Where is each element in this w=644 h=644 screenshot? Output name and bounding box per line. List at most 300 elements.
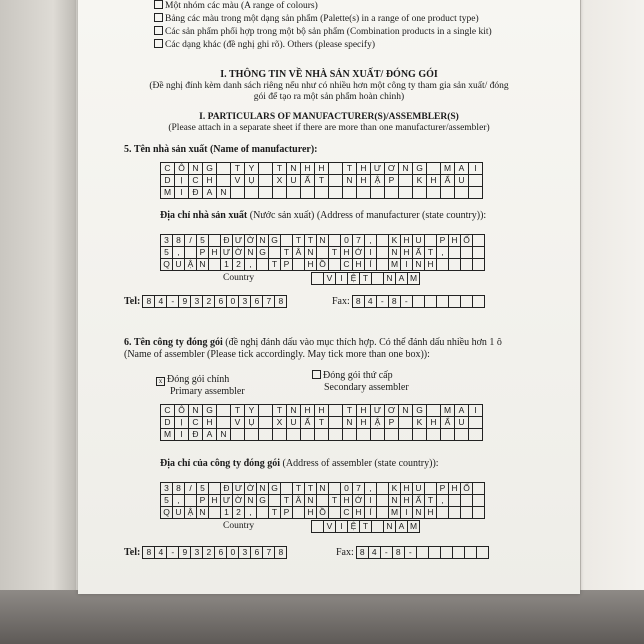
char-box[interactable]: /	[185, 235, 197, 247]
char-box[interactable]: C	[189, 175, 203, 187]
char-box[interactable]: P	[385, 417, 399, 429]
char-box[interactable]	[427, 429, 441, 441]
char-box[interactable]: H	[401, 495, 413, 507]
char-box[interactable]: M	[408, 273, 420, 285]
char-box[interactable]: H	[301, 163, 315, 175]
char-box[interactable]	[269, 495, 281, 507]
char-box[interactable]: Í	[365, 259, 377, 271]
assembler-address-grid[interactable]	[160, 482, 485, 519]
char-box[interactable]	[428, 547, 440, 559]
char-box[interactable]: N	[217, 429, 231, 441]
char-box[interactable]	[413, 187, 427, 199]
char-box[interactable]: /	[185, 483, 197, 495]
char-box[interactable]: G	[203, 163, 217, 175]
char-box[interactable]	[473, 507, 485, 519]
char-box[interactable]: U	[413, 483, 425, 495]
char-box[interactable]: 9	[179, 296, 191, 308]
char-box[interactable]: A	[455, 405, 469, 417]
char-box[interactable]: 7	[353, 235, 365, 247]
char-box[interactable]: T	[231, 163, 245, 175]
char-box[interactable]	[281, 483, 293, 495]
char-box[interactable]: 8	[275, 547, 287, 559]
char-box[interactable]: Ậ	[185, 507, 197, 519]
option-palette[interactable]: Bảng các màu trong một dạng sản phẩm (Palette(s) in a range of one product type)	[154, 13, 479, 24]
char-box[interactable]: 8	[356, 547, 368, 559]
char-box[interactable]	[287, 187, 301, 199]
char-box[interactable]	[469, 175, 483, 187]
char-box[interactable]: N	[305, 495, 317, 507]
char-box[interactable]: M	[389, 507, 401, 519]
char-box[interactable]: G	[413, 163, 427, 175]
char-box[interactable]: 4	[155, 296, 167, 308]
char-box[interactable]: 3	[239, 296, 251, 308]
char-box[interactable]	[217, 405, 231, 417]
char-box[interactable]: G	[269, 235, 281, 247]
char-box[interactable]	[473, 483, 485, 495]
char-box[interactable]	[217, 163, 231, 175]
char-box[interactable]	[293, 507, 305, 519]
char-box[interactable]: Â	[293, 247, 305, 259]
secondary-assembler-option[interactable]: Đóng gói thứ cấp	[312, 370, 393, 381]
char-box[interactable]: Ệ	[348, 273, 360, 285]
char-box[interactable]: M	[441, 405, 455, 417]
char-box[interactable]: P	[437, 483, 449, 495]
char-box[interactable]: 3	[191, 296, 203, 308]
char-box[interactable]	[476, 547, 488, 559]
char-box[interactable]: Ẩ	[441, 417, 455, 429]
char-box[interactable]: H	[209, 247, 221, 259]
char-box[interactable]	[209, 235, 221, 247]
char-box[interactable]: D	[161, 417, 175, 429]
char-box[interactable]	[385, 429, 399, 441]
char-box[interactable]: P	[385, 175, 399, 187]
char-box[interactable]	[315, 429, 329, 441]
char-box[interactable]	[329, 187, 343, 199]
char-box[interactable]: M	[389, 259, 401, 271]
char-box[interactable]: H	[401, 247, 413, 259]
char-box[interactable]: Ậ	[371, 417, 385, 429]
char-box[interactable]: 5	[197, 235, 209, 247]
char-box[interactable]: 2	[203, 296, 215, 308]
char-box[interactable]: N	[389, 247, 401, 259]
char-box[interactable]: T	[305, 235, 317, 247]
char-box[interactable]: 7	[353, 483, 365, 495]
char-box[interactable]	[473, 235, 485, 247]
char-box[interactable]: ,	[173, 247, 185, 259]
char-box[interactable]: H	[357, 405, 371, 417]
char-box[interactable]: Ư	[233, 235, 245, 247]
char-box[interactable]: H	[353, 259, 365, 271]
char-box[interactable]: V	[231, 417, 245, 429]
char-box[interactable]: H	[357, 163, 371, 175]
char-box[interactable]: K	[413, 417, 427, 429]
char-box[interactable]: T	[293, 235, 305, 247]
char-box[interactable]: U	[455, 417, 469, 429]
char-box[interactable]: N	[305, 247, 317, 259]
char-box[interactable]: N	[189, 405, 203, 417]
char-box[interactable]: Ờ	[245, 483, 257, 495]
char-box[interactable]	[469, 187, 483, 199]
char-box[interactable]	[440, 547, 452, 559]
char-box[interactable]	[460, 296, 472, 308]
char-box[interactable]: Ơ	[385, 163, 399, 175]
char-box[interactable]: N	[384, 273, 396, 285]
char-box[interactable]: T	[273, 163, 287, 175]
char-box[interactable]: 4	[368, 547, 380, 559]
char-box[interactable]: 2	[233, 507, 245, 519]
char-box[interactable]: K	[413, 175, 427, 187]
char-box[interactable]: T	[329, 247, 341, 259]
char-box[interactable]	[464, 547, 476, 559]
char-box[interactable]: Ô	[175, 163, 189, 175]
char-box[interactable]: 8	[352, 296, 364, 308]
char-box[interactable]: M	[441, 163, 455, 175]
char-box[interactable]: Ồ	[317, 507, 329, 519]
char-box[interactable]: Ậ	[185, 259, 197, 271]
char-box[interactable]: N	[245, 495, 257, 507]
char-box[interactable]: H	[341, 495, 353, 507]
checkbox-icon[interactable]	[154, 26, 163, 35]
char-box[interactable]: U	[173, 507, 185, 519]
char-box[interactable]: 4	[155, 547, 167, 559]
char-box[interactable]	[257, 507, 269, 519]
char-box[interactable]: Ơ	[385, 405, 399, 417]
char-box[interactable]	[273, 429, 287, 441]
char-box[interactable]: Ớ	[353, 247, 365, 259]
char-box[interactable]	[424, 296, 436, 308]
char-box[interactable]	[448, 296, 460, 308]
char-box[interactable]: 7	[263, 296, 275, 308]
char-box[interactable]: 3	[161, 235, 173, 247]
char-box[interactable]	[357, 187, 371, 199]
char-box[interactable]	[441, 187, 455, 199]
char-box[interactable]: Ẩ	[441, 175, 455, 187]
char-box[interactable]	[273, 187, 287, 199]
char-box[interactable]	[329, 259, 341, 271]
char-box[interactable]	[259, 163, 273, 175]
char-box[interactable]: Ấ	[301, 417, 315, 429]
char-box[interactable]	[399, 187, 413, 199]
checkbox-icon[interactable]	[154, 39, 163, 48]
char-box[interactable]: 3	[239, 547, 251, 559]
char-box[interactable]: H	[425, 259, 437, 271]
char-box[interactable]: ,	[365, 235, 377, 247]
char-box[interactable]: N	[343, 417, 357, 429]
char-box[interactable]: 5	[161, 495, 173, 507]
char-box[interactable]: U	[173, 259, 185, 271]
char-box[interactable]	[217, 417, 231, 429]
char-box[interactable]	[293, 259, 305, 271]
char-box[interactable]: N	[399, 405, 413, 417]
char-box[interactable]	[413, 429, 427, 441]
char-box[interactable]: Ị	[175, 175, 189, 187]
char-box[interactable]: T	[281, 495, 293, 507]
option-others[interactable]: Các dạng khác (đề nghị ghi rõ). Others (please specify)	[154, 39, 375, 50]
char-box[interactable]	[427, 163, 441, 175]
char-box[interactable]: Ư	[371, 163, 385, 175]
char-box[interactable]	[301, 187, 315, 199]
char-box[interactable]	[281, 235, 293, 247]
char-box[interactable]	[427, 405, 441, 417]
char-box[interactable]: N	[287, 405, 301, 417]
manufacturer-name-grid[interactable]	[160, 162, 483, 199]
char-box[interactable]	[377, 495, 389, 507]
char-box[interactable]: U	[287, 417, 301, 429]
char-box[interactable]: N	[217, 187, 231, 199]
char-box[interactable]	[312, 273, 324, 285]
char-box[interactable]	[245, 429, 259, 441]
char-box[interactable]: 3	[191, 547, 203, 559]
char-box[interactable]: H	[209, 495, 221, 507]
char-box[interactable]: N	[287, 163, 301, 175]
char-box[interactable]	[425, 235, 437, 247]
char-box[interactable]	[461, 495, 473, 507]
checkbox-icon[interactable]	[312, 370, 321, 379]
char-box[interactable]: 9	[179, 547, 191, 559]
char-box[interactable]: P	[437, 235, 449, 247]
char-box[interactable]: T	[305, 483, 317, 495]
char-box[interactable]: G	[413, 405, 427, 417]
char-box[interactable]: T	[273, 405, 287, 417]
char-box[interactable]: N	[245, 247, 257, 259]
char-box[interactable]: V	[324, 273, 336, 285]
char-box[interactable]: I	[401, 507, 413, 519]
char-box[interactable]: N	[413, 507, 425, 519]
char-box[interactable]: 0	[227, 547, 239, 559]
char-box[interactable]: 7	[263, 547, 275, 559]
char-box[interactable]: 5	[197, 483, 209, 495]
char-box[interactable]: H	[305, 507, 317, 519]
char-box[interactable]: I	[365, 495, 377, 507]
char-box[interactable]: K	[389, 483, 401, 495]
char-box[interactable]	[315, 187, 329, 199]
char-box[interactable]	[372, 521, 384, 533]
assembler-name-grid[interactable]	[160, 404, 483, 441]
char-box[interactable]: Ụ	[245, 417, 259, 429]
char-box[interactable]	[259, 187, 273, 199]
char-box[interactable]: 0	[341, 483, 353, 495]
char-box[interactable]	[461, 259, 473, 271]
char-box[interactable]: H	[449, 235, 461, 247]
char-box[interactable]: H	[353, 507, 365, 519]
char-box[interactable]: Ô	[175, 405, 189, 417]
char-box[interactable]	[455, 187, 469, 199]
char-box[interactable]: H	[357, 417, 371, 429]
assembler-fax-grid[interactable]	[356, 546, 489, 559]
char-box[interactable]: I	[336, 521, 348, 533]
char-box[interactable]: G	[257, 495, 269, 507]
char-box[interactable]: Ố	[461, 483, 473, 495]
char-box[interactable]: A	[203, 187, 217, 199]
char-box[interactable]	[399, 429, 413, 441]
char-box[interactable]	[317, 495, 329, 507]
char-box[interactable]: U	[455, 175, 469, 187]
char-box[interactable]	[425, 483, 437, 495]
char-box[interactable]	[436, 296, 448, 308]
char-box[interactable]: 2	[203, 547, 215, 559]
char-box[interactable]: H	[449, 483, 461, 495]
char-box[interactable]	[449, 495, 461, 507]
char-box[interactable]: P	[281, 259, 293, 271]
char-box[interactable]: Đ	[221, 483, 233, 495]
char-box[interactable]	[269, 247, 281, 259]
char-box[interactable]	[329, 405, 343, 417]
char-box[interactable]: V	[324, 521, 336, 533]
char-box[interactable]: H	[427, 417, 441, 429]
char-box[interactable]: Q	[161, 507, 173, 519]
char-box[interactable]	[329, 175, 343, 187]
char-box[interactable]: A	[455, 163, 469, 175]
char-box[interactable]: K	[389, 235, 401, 247]
char-box[interactable]: H	[401, 235, 413, 247]
char-box[interactable]: H	[401, 483, 413, 495]
char-box[interactable]: T	[293, 483, 305, 495]
char-box[interactable]	[437, 507, 449, 519]
char-box[interactable]: X	[273, 175, 287, 187]
char-box[interactable]: Đ	[221, 235, 233, 247]
char-box[interactable]: Ị	[175, 417, 189, 429]
char-box[interactable]: I	[175, 429, 189, 441]
char-box[interactable]: N	[317, 483, 329, 495]
char-box[interactable]: C	[341, 259, 353, 271]
char-box[interactable]: M	[161, 187, 175, 199]
char-box[interactable]	[461, 247, 473, 259]
char-box[interactable]: M	[161, 429, 175, 441]
char-box[interactable]: Ờ	[245, 235, 257, 247]
assembler-fax-field[interactable]: Fax: 8 4 - 8 -	[336, 546, 489, 559]
char-box[interactable]	[449, 247, 461, 259]
char-box[interactable]: H	[301, 405, 315, 417]
char-box[interactable]: N	[189, 163, 203, 175]
char-box[interactable]: I	[469, 163, 483, 175]
char-box[interactable]: Ệ	[348, 521, 360, 533]
char-box[interactable]: ,	[437, 495, 449, 507]
char-box[interactable]	[343, 187, 357, 199]
char-box[interactable]	[217, 175, 231, 187]
char-box[interactable]: 6	[215, 296, 227, 308]
assembler-tel-grid[interactable]	[142, 546, 287, 559]
char-box[interactable]: 6	[251, 547, 263, 559]
char-box[interactable]: H	[357, 175, 371, 187]
char-box[interactable]	[399, 175, 413, 187]
char-box[interactable]: T	[329, 495, 341, 507]
char-box[interactable]	[455, 429, 469, 441]
char-box[interactable]	[441, 429, 455, 441]
char-box[interactable]: -	[167, 547, 179, 559]
char-box[interactable]	[231, 187, 245, 199]
char-box[interactable]: 8	[143, 296, 155, 308]
char-box[interactable]: H	[203, 175, 217, 187]
char-box[interactable]: T	[281, 247, 293, 259]
char-box[interactable]: N	[197, 259, 209, 271]
char-box[interactable]: ,	[245, 507, 257, 519]
char-box[interactable]: Ồ	[317, 259, 329, 271]
char-box[interactable]: N	[413, 259, 425, 271]
char-box[interactable]: N	[343, 175, 357, 187]
char-box[interactable]	[317, 247, 329, 259]
char-box[interactable]	[259, 417, 273, 429]
char-box[interactable]: 8	[173, 483, 185, 495]
char-box[interactable]: C	[189, 417, 203, 429]
char-box[interactable]: ,	[245, 259, 257, 271]
char-box[interactable]: Ấ	[413, 495, 425, 507]
char-box[interactable]: Ụ	[245, 175, 259, 187]
char-box[interactable]: 1	[221, 507, 233, 519]
char-box[interactable]: Í	[365, 507, 377, 519]
char-box[interactable]: Ư	[233, 483, 245, 495]
char-box[interactable]: H	[315, 163, 329, 175]
char-box[interactable]	[185, 495, 197, 507]
char-box[interactable]	[473, 247, 485, 259]
char-box[interactable]	[377, 259, 389, 271]
checkbox-icon[interactable]	[154, 0, 163, 9]
char-box[interactable]	[377, 247, 389, 259]
char-box[interactable]: H	[203, 417, 217, 429]
char-box[interactable]: T	[315, 175, 329, 187]
char-box[interactable]	[329, 507, 341, 519]
char-box[interactable]: -	[400, 296, 412, 308]
char-box[interactable]	[385, 187, 399, 199]
char-box[interactable]	[371, 187, 385, 199]
char-box[interactable]: 0	[227, 296, 239, 308]
char-box[interactable]: ,	[173, 495, 185, 507]
char-box[interactable]	[231, 429, 245, 441]
char-box[interactable]: Đ	[189, 429, 203, 441]
char-box[interactable]: I	[175, 187, 189, 199]
char-box[interactable]: V	[231, 175, 245, 187]
char-box[interactable]: N	[389, 495, 401, 507]
char-box[interactable]: ,	[365, 483, 377, 495]
char-box[interactable]: Y	[245, 405, 259, 417]
assembler-country-grid[interactable]	[311, 520, 420, 533]
manufacturer-fax-grid[interactable]	[352, 295, 485, 308]
char-box[interactable]	[329, 429, 343, 441]
char-box[interactable]	[452, 547, 464, 559]
char-box[interactable]: Ấ	[413, 247, 425, 259]
char-box[interactable]: Ư	[371, 405, 385, 417]
char-box[interactable]	[449, 507, 461, 519]
char-box[interactable]: T	[360, 273, 372, 285]
char-box[interactable]: A	[203, 429, 217, 441]
char-box[interactable]: A	[396, 521, 408, 533]
char-box[interactable]: T	[343, 163, 357, 175]
char-box[interactable]	[343, 429, 357, 441]
char-box[interactable]	[301, 429, 315, 441]
char-box[interactable]	[416, 547, 428, 559]
char-box[interactable]: T	[231, 405, 245, 417]
char-box[interactable]: P	[281, 507, 293, 519]
char-box[interactable]: C	[161, 163, 175, 175]
char-box[interactable]: 5	[161, 247, 173, 259]
char-box[interactable]: 2	[233, 259, 245, 271]
char-box[interactable]: Ờ	[233, 247, 245, 259]
char-box[interactable]: -	[376, 296, 388, 308]
char-box[interactable]: T	[269, 507, 281, 519]
char-box[interactable]	[449, 259, 461, 271]
char-box[interactable]: P	[197, 247, 209, 259]
char-box[interactable]: Đ	[189, 187, 203, 199]
char-box[interactable]: 8	[143, 547, 155, 559]
char-box[interactable]	[259, 429, 273, 441]
char-box[interactable]: 1	[221, 259, 233, 271]
char-box[interactable]: C	[341, 507, 353, 519]
manufacturer-address-grid[interactable]	[160, 234, 485, 271]
manufacturer-country-grid[interactable]	[311, 272, 420, 285]
char-box[interactable]	[473, 259, 485, 271]
char-box[interactable]	[472, 296, 484, 308]
char-box[interactable]: M	[408, 521, 420, 533]
char-box[interactable]: 3	[161, 483, 173, 495]
